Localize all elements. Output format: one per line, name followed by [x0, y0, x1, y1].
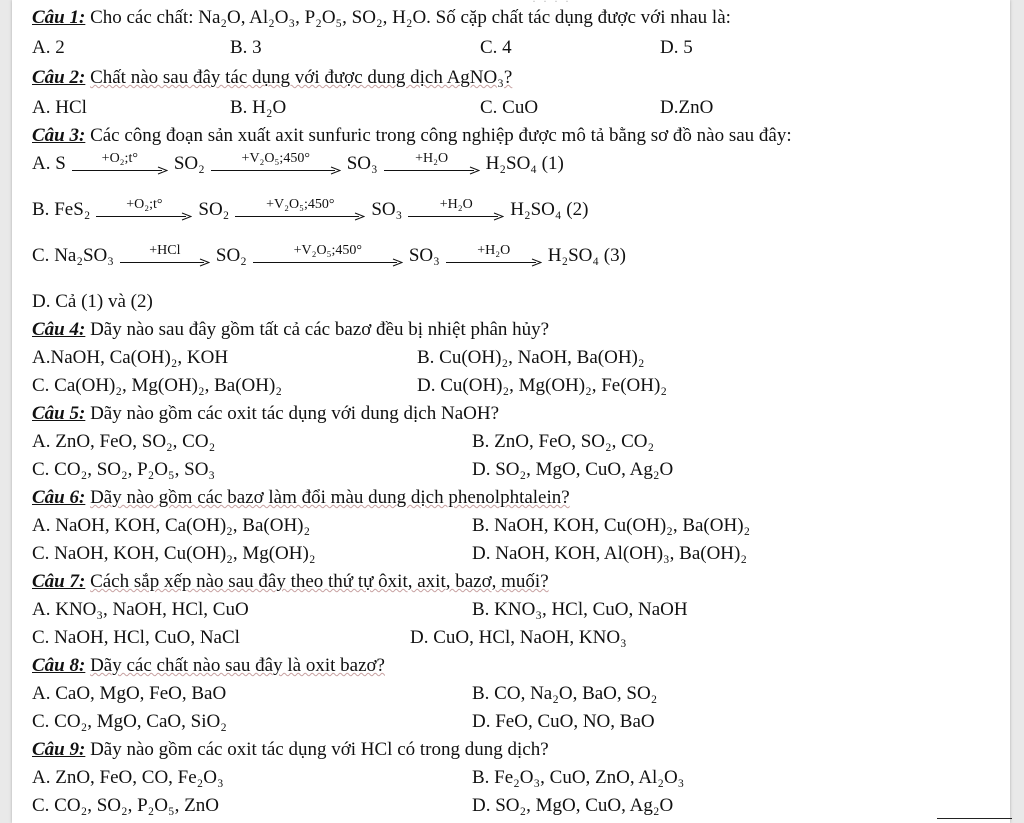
question-text: Dãy nào gồm các bazơ làm đổi màu dung dịch phenolphtalein?	[90, 487, 570, 508]
question-number: Câu 5:	[32, 403, 86, 424]
question-5	[32, 402, 499, 425]
scheme-start: S	[55, 153, 66, 174]
option-d: D. NaOH, KOH, Al(OH)₃, Ba(OH)₂	[472, 543, 747, 564]
option-a: A. ZnO, FeO, CO, Fe₂O₃	[32, 767, 224, 788]
reaction-condition: +V₂O₅;450°	[266, 197, 335, 212]
reaction-arrow	[96, 198, 192, 221]
scheme-label: C.	[32, 245, 50, 266]
question-7	[32, 570, 549, 593]
scheme-b	[32, 198, 588, 221]
cropped-header-mark: · · · ·	[532, 0, 571, 8]
scheme-product: SO₃	[371, 199, 403, 220]
option-b: B. Cu(OH)₂, NaOH, Ba(OH)₂	[417, 347, 645, 368]
reaction-condition: +H₂O	[415, 151, 449, 166]
question-9	[32, 738, 549, 761]
question-number: Câu 7:	[32, 571, 86, 592]
question-text: Dãy nào sau đây gồm tất cả các bazơ đều bị nhiệt phân hủy?	[90, 319, 550, 340]
arrow-icon	[446, 258, 542, 267]
question-1	[32, 6, 731, 29]
question-text: Các công đoạn sản xuất axit sunfuric trong công nghiệp được mô tả bằng sơ đồ nào sau đây:	[90, 125, 792, 146]
question-3	[32, 124, 792, 147]
option-a: A. NaOH, KOH, Ca(OH)₂, Ba(OH)₂	[32, 515, 311, 536]
option-d: D. Cu(OH)₂, Mg(OH)₂, Fe(OH)₂	[417, 375, 667, 396]
question-8	[32, 654, 385, 677]
option-b: B. 3	[230, 37, 262, 58]
option-a: A. KNO₃, NaOH, HCl, CuO	[32, 599, 249, 620]
option-c: C. NaOH, KOH, Cu(OH)₂, Mg(OH)₂	[32, 543, 316, 564]
arrow-icon	[384, 166, 480, 175]
scheme-label: A.	[32, 153, 51, 174]
question-text: Cho các chất: Na₂O, Al₂O₃, P₂O₅, SO₂, H₂O. Số cặp chất tác dụng được với nhau là:	[90, 7, 731, 28]
option-d: D.ZnO	[660, 97, 714, 118]
question-text: Dãy các chất nào sau đây là oxit bazơ?	[90, 655, 385, 676]
option-a: A. 2	[32, 37, 65, 58]
option-c: C. Ca(OH)₂, Mg(OH)₂, Ba(OH)₂	[32, 375, 282, 396]
arrow-icon	[253, 258, 403, 267]
arrow-icon	[72, 166, 168, 175]
reaction-arrow	[235, 198, 365, 221]
option-b: B. CO, Na₂O, BaO, SO₂	[472, 683, 658, 704]
question-text: Dãy nào gồm các oxit tác dụng với HCl có trong dung dịch?	[90, 739, 549, 760]
option-b: B. KNO₃, HCl, CuO, NaOH	[472, 599, 688, 620]
reaction-condition: +H₂O	[477, 243, 511, 258]
scheme-start: FeS₂	[54, 199, 91, 220]
scheme-product: SO₃	[346, 153, 378, 174]
page-divider	[937, 818, 1012, 819]
scheme-product: SO₂	[173, 153, 205, 174]
reaction-condition: +V₂O₅;450°	[293, 243, 362, 258]
arrow-icon	[235, 212, 365, 221]
scheme-product: SO₂	[198, 199, 230, 220]
scheme-product: H₂SO₄ (2)	[510, 199, 589, 220]
question-2	[32, 66, 512, 89]
arrow-icon	[120, 258, 210, 267]
question-text: Dãy nào gồm các oxit tác dụng với dung dịch NaOH?	[90, 403, 500, 424]
option-b: B. Fe₂O₃, CuO, ZnO, Al₂O₃	[472, 767, 685, 788]
option-d: D. Cả (1) và (2)	[32, 291, 153, 312]
option-b: B. H₂O	[230, 97, 287, 118]
question-number: Câu 9:	[32, 739, 86, 760]
reaction-arrow	[211, 152, 341, 175]
reaction-condition: +H₂O	[439, 197, 473, 212]
option-c: C. NaOH, HCl, CuO, NaCl	[32, 627, 240, 648]
question-text: Chất nào sau đây tác dụng với được dung dịch AgNO₃?	[90, 67, 513, 88]
option-c: C. 4	[480, 37, 512, 58]
scheme-a	[32, 152, 564, 175]
question-number: Câu 6:	[32, 487, 86, 508]
question-number: Câu 1:	[32, 7, 86, 28]
reaction-condition: +V₂O₅;450°	[241, 151, 310, 166]
question-4	[32, 318, 549, 341]
scheme-product: SO₂	[215, 245, 247, 266]
option-a: A. ZnO, FeO, SO₂, CO₂	[32, 431, 216, 452]
question-number: Câu 3:	[32, 125, 86, 146]
option-a: A.NaOH, Ca(OH)₂, KOH	[32, 347, 229, 368]
reaction-arrow	[72, 152, 168, 175]
option-b: B. ZnO, FeO, SO₂, CO₂	[472, 431, 655, 452]
option-c: C. CO₂, SO₂, P₂O₅, SO₃	[32, 459, 216, 480]
option-c: C. CuO	[480, 97, 539, 118]
scheme-start: Na₂SO₃	[54, 245, 114, 266]
arrow-icon	[96, 212, 192, 221]
option-d: D. FeO, CuO, NO, BaO	[472, 711, 655, 732]
reaction-condition: +O₂;t°	[101, 151, 138, 166]
question-6	[32, 486, 570, 509]
scheme-product: H₂SO₄ (3)	[547, 245, 626, 266]
option-d: D. 5	[660, 37, 693, 58]
scheme-product: SO₃	[408, 245, 440, 266]
reaction-arrow	[384, 152, 480, 175]
question-number: Câu 8:	[32, 655, 86, 676]
arrow-icon	[408, 212, 504, 221]
option-d: D. SO₂, MgO, CuO, Ag₂O	[472, 459, 674, 480]
scheme-label: B.	[32, 199, 50, 220]
question-number: Câu 4:	[32, 319, 86, 340]
option-d: D. CuO, HCl, NaOH, KNO₃	[410, 627, 627, 648]
question-number: Câu 2:	[32, 67, 86, 88]
reaction-arrow	[446, 244, 542, 267]
option-c: C. CO₂, SO₂, P₂O₅, ZnO	[32, 795, 219, 816]
question-text: Cách sắp xếp nào sau đây theo thứ tự ôxit, axit, bazơ, muối?	[90, 571, 549, 592]
document-page	[12, 0, 1010, 823]
arrow-icon	[211, 166, 341, 175]
reaction-arrow	[253, 244, 403, 267]
option-a: A. HCl	[32, 97, 87, 118]
option-b: B. NaOH, KOH, Cu(OH)₂, Ba(OH)₂	[472, 515, 751, 536]
option-c: C. CO₂, MgO, CaO, SiO₂	[32, 711, 227, 732]
scheme-c	[32, 244, 626, 267]
option-a: A. CaO, MgO, FeO, BaO	[32, 683, 227, 704]
reaction-arrow	[408, 198, 504, 221]
reaction-condition: +O₂;t°	[126, 197, 163, 212]
reaction-condition: +HCl	[149, 243, 181, 258]
option-d: D. SO₂, MgO, CuO, Ag₂O	[472, 795, 674, 816]
scheme-product: H₂SO₄ (1)	[485, 153, 564, 174]
reaction-arrow	[120, 244, 210, 267]
